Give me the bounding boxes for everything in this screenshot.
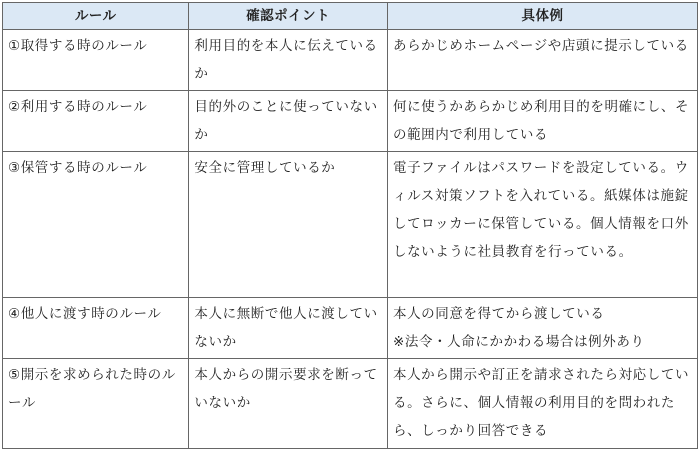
header-example: 具体例 xyxy=(387,3,697,30)
check-point-cell: 本人からの開示要求を断っていないか xyxy=(189,359,388,449)
example-cell: 電子ファイルはパスワードを設定している。ウィルス対策ソフトを入れている。紙媒体は施錠してロッカーに保管している。個人情報を口外しないように社員教育を行っている。 xyxy=(387,152,697,298)
check-point-cell: 安全に管理しているか xyxy=(189,152,388,298)
header-check-point: 確認ポイント xyxy=(189,3,388,30)
table-row xyxy=(3,298,698,359)
rule-cell: ④他人に渡す時のルール xyxy=(3,298,189,359)
header-row xyxy=(3,3,698,30)
rule-cell: ②利用する時のルール xyxy=(3,91,189,152)
example-cell: あらかじめホームページや店頭に提示している xyxy=(387,30,697,91)
example-cell: 何に使うかあらかじめ利用目的を明確にし、その範囲内で利用している xyxy=(387,91,697,152)
example-text: 本人の同意を得てから渡している xyxy=(392,306,605,322)
rule-cell: ①取得する時のルール xyxy=(3,30,189,91)
rules-table xyxy=(2,2,698,449)
example-cell: 本人から開示や訂正を請求されたら対応している。さらに、個人情報の利用目的を問われたら、しっかり回答できる xyxy=(387,359,697,449)
rule-cell: ⑤開示を求められた時のルール xyxy=(3,359,189,449)
table-row xyxy=(3,152,698,298)
header-rule: ルール xyxy=(3,3,189,30)
table-row xyxy=(3,359,698,449)
check-point-cell: 本人に無断で他人に渡していないか xyxy=(189,298,388,359)
example-cell xyxy=(387,298,697,359)
table-row xyxy=(3,91,698,152)
table-row xyxy=(3,30,698,91)
check-point-cell: 利用目的を本人に伝えているか xyxy=(189,30,388,91)
example-note: ※法令・人命にかかわる場合は例外あり xyxy=(392,334,645,350)
check-point-cell: 目的外のことに使っていないか xyxy=(189,91,388,152)
rule-cell: ③保管する時のルール xyxy=(3,152,189,298)
